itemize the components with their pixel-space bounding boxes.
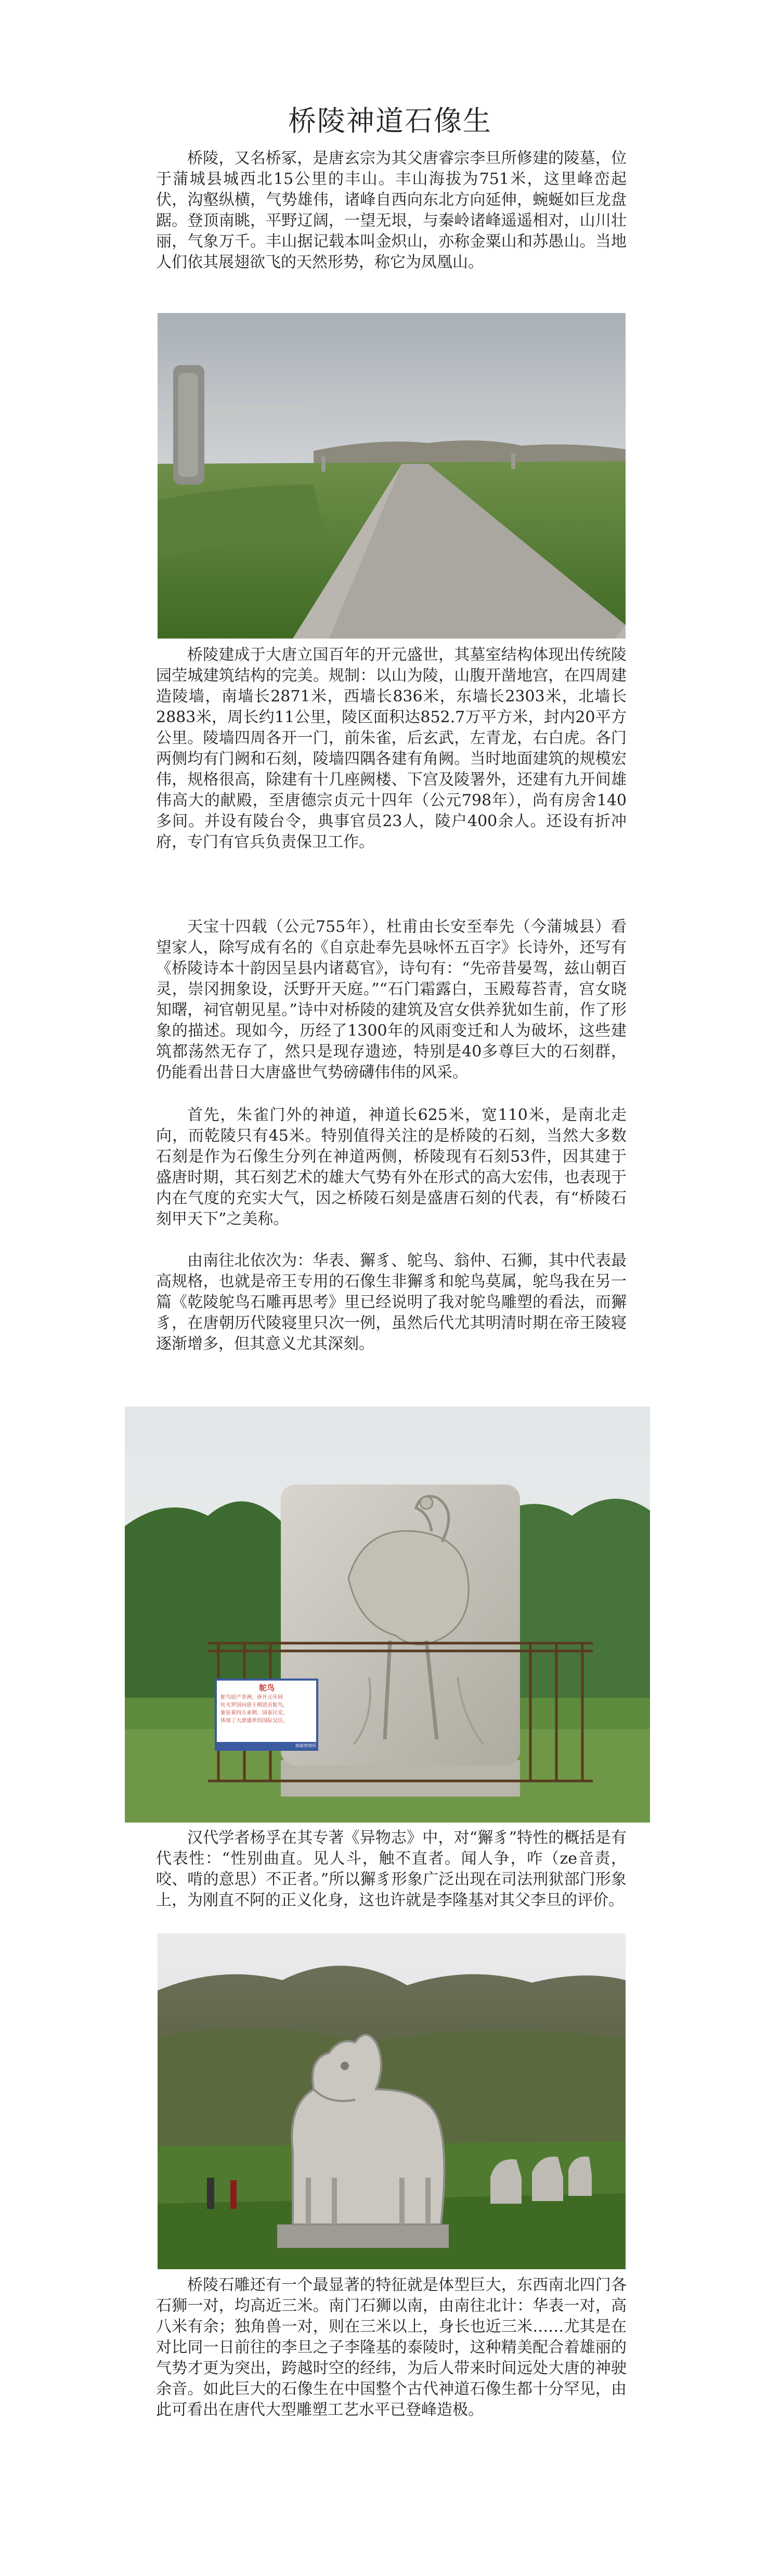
info-sign-line: 吐火罗国向唐王朝进贡鸵鸟， xyxy=(220,1702,288,1708)
info-sign-logo: 桥陵管理所 xyxy=(295,1744,316,1748)
info-sign xyxy=(217,1682,316,1739)
info-sign-line: 鸵鸟原产非洲，唐开元年间 xyxy=(220,1695,283,1700)
ostrich-relief-photo xyxy=(125,1407,650,1823)
paragraph-dufu: 天宝十四载（公元755年），杜甫由长安至奉先（今蒲城县）看望家人，除写成有名的《自京赴奉先县咏怀五百字》长诗外，还写有《桥陵诗本十韵因呈县内诸葛官》，诗句有：“先帝昔晏驾，兹山朝百灵，崇冈拥象设，沃野开天庭。”“石门霜露白，玉殿莓苔青，宫女晓知曙，祠官朝见星。”诗中对桥陵的建筑及宫女供养犹如生前，作了形象的描述。现如今，历经了1300年的风雨变迁和人为破坏，这些建筑都荡然无存了，然只是现存遗迹，特别是40多尊巨大的石刻群，仍能看出昔日大唐盛世气势磅礴伟伟的风采。 xyxy=(156,918,627,1082)
paragraph-statue-order: 由南往北依次为：华表、獬豸、鸵鸟、翁仲、石狮，其中代表最高规格，也就是帝王专用的石像生非獬豸和鸵鸟莫属，鸵鸟我在另一篇《乾陵鸵鸟石雕再思考》里已经说明了我对鸵鸟雕塑的看法，而獬豸，在唐朝历代陵寝里只次一例，虽然后代尤其明清时期在帝王陵寝逐渐增多，但其意义尤其深刻。 xyxy=(156,1252,627,1353)
xiezhi-statue-photo xyxy=(158,1933,626,2269)
info-sign-line: 体现了大唐盛世的国际交往。 xyxy=(220,1718,288,1724)
paragraph-xiezhi: 汉代学者杨孚在其专著《异物志》中，对“獬豸”特性的概括是有代表性：“性别曲直。见人斗，触不直者。闻人争，咋（ze音责，咬、啃的意思）不正者。”所以獬豸形象广泛出现在司法刑狱部门形象上，为刚直不阿的正义化身，这也许就是李隆基对其父李旦的评价。 xyxy=(156,1829,627,1909)
paragraph-layout: 桥陵建成于大唐立国百年的开元盛世，其墓室结构体现出传统陵园茔城建筑结构的完美。规制：以山为陵，山腹开凿地宫，在四周建造陵墙，南墙长2871米，西墙长836米，东墙长2303米，北墙长2883米，周长约11公里，陵区面积达852.7万平方米，封内20平方公里。陵墙四周各开一门，前朱雀，后玄武，左青龙，右白虎。各门两侧均有门阙和石刻，陵墙四隅各建有角阙。当时地面建筑的规模宏伟，规格很高，除建有十几座阙楼、下宫及陵署外，还建有九开间雄伟高大的献殿，至唐德宗贞元十四年（公元798年），尚有房舍140多间。并设有陵台令，典事官员23人，陵户400余人。还设有折冲府，专门有官兵负责保卫工作。 xyxy=(156,646,627,851)
info-sign-line: 象征着四方来朝、国泰民安， xyxy=(220,1710,288,1716)
page-title: 桥陵神道石像生 xyxy=(288,105,492,137)
info-sign-title: 鸵鸟 xyxy=(258,1683,275,1693)
paragraph-scale: 桥陵石雕还有一个最显著的特征就是体型巨大，东西南北四门各石狮一对，均高近三米。南门石狮以南，由南往北计：华表一对，高八米有余；独角兽一对，则在三米以上，身长也近三米……尤其是在对比同一日前往的李旦之子李隆基的泰陵时，这种精美配合着雄丽的气势才更为突出，跨越时空的经纬，为后人带来时间远处大唐的神驶余音。如此巨大的石像生在中国整个古代神道石像生都十分罕见，由此可看出在唐代大型雕塑工艺水平已登峰造极。 xyxy=(156,2276,627,2419)
sacred-way-photo xyxy=(158,313,626,639)
paragraph-intro: 桥陵，又名桥冢，是唐玄宗为其父唐睿宗李旦所修建的陵墓，位于蒲城县城西北15公里的丰山。丰山海拔为751米，这里峰峦起伏，沟壑纵横，气势雄伟，诸峰自西向东北方向延伸，蜿蜒如巨龙盘踞。登顶南眺，平野辽阔，一望无垠，与秦岭诸峰遥遥相对，山川壮丽，气象万千。丰山据记载本叫金炽山，亦称金粟山和苏愚山。当地人们依其展翅欲飞的天然形势，称它为凤凰山。 xyxy=(156,149,627,271)
paragraph-sacred-way: 首先，朱雀门外的神道，神道长625米，宽110米，是南北走向，而乾陵只有45米。特别值得关注的是桥陵的石刻，当然大多数石刻是作为石像生分列在神道两侧，桥陵现有石刻53件，因其建于盛唐时期，其石刻艺术的雄大气势有外在形式的高大宏伟，也表现于内在气度的充实大气，因之桥陵石刻是盛唐石刻的代表，有“桥陵石刻甲天下”之美称。 xyxy=(156,1106,627,1228)
